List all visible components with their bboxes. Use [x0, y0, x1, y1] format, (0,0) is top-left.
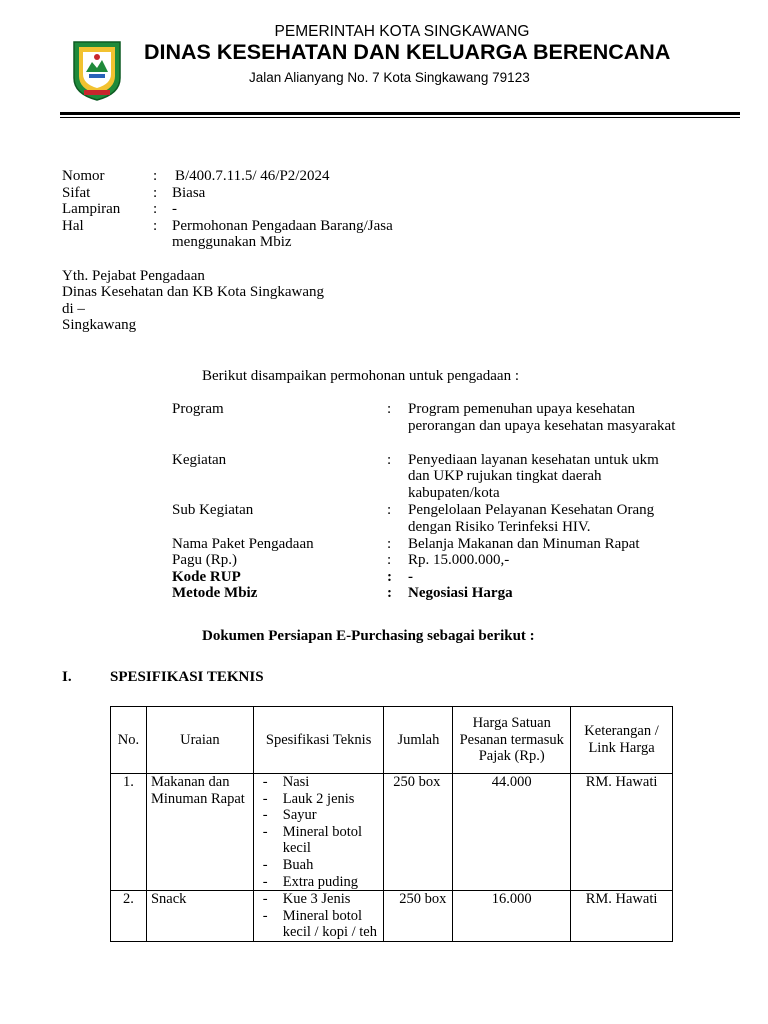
cell-no: 1. [111, 774, 147, 891]
spec-item: - Buah [258, 857, 380, 874]
spec-item: - Mineral botol kecil [258, 824, 380, 857]
cell-spesifikasi [253, 891, 384, 942]
address-di: di – [62, 300, 85, 317]
header-no: No. [111, 707, 147, 774]
letterhead-agency: DINAS KESEHATAN DAN KELUARGA BERENCANA [144, 40, 671, 64]
spec-table [110, 706, 673, 942]
cell-harga: 16.000 [453, 891, 571, 942]
header-jumlah: Jumlah [384, 707, 453, 774]
cell-uraian: Makanan dan Minuman Rapat [146, 774, 253, 891]
spec-item: - Kue 3 Jenis [258, 891, 380, 908]
city-emblem-logo [70, 38, 124, 102]
cell-uraian: Snack [146, 891, 253, 942]
cell-harga: 44.000 [453, 774, 571, 891]
spec-item: - Lauk 2 jenis [258, 791, 380, 808]
letterhead-address: Jalan Alianyang No. 7 Kota Singkawang 79123 [249, 70, 530, 85]
letterhead-thin-rule [60, 117, 740, 118]
address-institution: Dinas Kesehatan dan KB Kota Singkawang [62, 284, 325, 300]
header-harga: Harga Satuan Pesanan termasuk Pajak (Rp.) [453, 707, 571, 774]
header-keterangan: Keterangan / Link Harga [571, 707, 673, 774]
section-title: SPESIFIKASI TEKNIS [110, 669, 264, 685]
letterhead-government: PEMERINTAH KOTA SINGKAWANG [274, 23, 530, 40]
cell-jumlah: 250 box [384, 774, 453, 891]
header-uraian: Uraian [146, 707, 253, 774]
letterhead-thick-rule [60, 112, 740, 115]
doc-title: Dokumen Persiapan E-Purchasing sebagai berikut : [202, 628, 535, 644]
intro-text: Berikut disampaikan permohonan untuk pengadaan : [202, 368, 519, 384]
table-row [111, 891, 673, 942]
spec-item: - Mineral botol kecil / kopi / teh [258, 908, 380, 941]
table-row [111, 774, 673, 891]
cell-keterangan: RM. Hawati [571, 891, 673, 942]
spec-item: - Nasi [258, 774, 380, 791]
section-number: I. [62, 669, 72, 685]
cell-no: 2. [111, 891, 147, 942]
address-recipient: Yth. Pejabat Pengadaan [62, 267, 205, 284]
address-city: Singkawang [62, 317, 137, 333]
spec-item: - Sayur [258, 807, 380, 824]
table-header-row [111, 707, 673, 774]
cell-jumlah: 250 box [384, 891, 453, 942]
header-spesifikasi: Spesifikasi Teknis [253, 707, 384, 774]
spec-item: - Extra puding [258, 874, 380, 891]
cell-spesifikasi [253, 774, 384, 891]
cell-keterangan: RM. Hawati [571, 774, 673, 891]
